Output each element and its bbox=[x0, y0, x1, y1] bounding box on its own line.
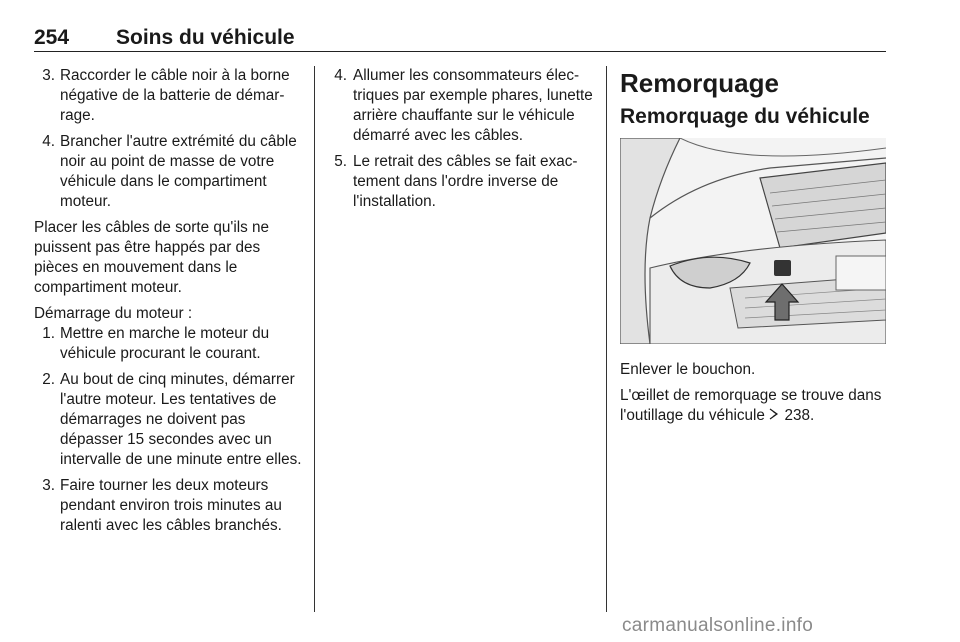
list-number: 3. bbox=[42, 477, 55, 494]
list-number: 3. bbox=[42, 67, 55, 84]
page-number: 254 bbox=[34, 26, 70, 49]
list-number: 4. bbox=[334, 67, 347, 84]
column-3 bbox=[620, 66, 890, 432]
header-rule bbox=[34, 51, 886, 52]
column-2 bbox=[332, 66, 594, 218]
list-text: Brancher l'autre extrémité du câble noir au point de masse de votre véhicule dans le compartiment moteur. bbox=[60, 133, 297, 210]
list-item bbox=[34, 370, 302, 470]
column-divider-2 bbox=[606, 66, 607, 612]
list-number: 5. bbox=[334, 153, 347, 170]
paragraph: Enlever le bouchon. bbox=[620, 361, 756, 378]
list-text: Faire tourner les deux moteurs pendant environ trois minutes au ralenti avec les câbles branchés. bbox=[60, 477, 282, 534]
section-heading: Remorquage du véhicule bbox=[620, 105, 870, 128]
column-1 bbox=[34, 66, 302, 542]
list-item bbox=[34, 66, 302, 126]
list-item bbox=[332, 66, 594, 146]
chapter-heading: Remorquage bbox=[620, 68, 779, 98]
list-text: Le retrait des câbles se fait exactement dans l'ordre inverse de l'installation. bbox=[353, 153, 578, 210]
column-divider-1 bbox=[314, 66, 315, 612]
list-text: Allumer les consommateurs électriques par exemple phares, lunette arrière chauffante sur le véhicule démarré avec les câbles. bbox=[353, 67, 593, 144]
list-item bbox=[34, 132, 302, 212]
towing-illustration bbox=[620, 138, 886, 344]
list-item bbox=[332, 152, 594, 212]
section-title: Soins du véhicule bbox=[116, 26, 295, 49]
list-text: Au bout de cinq minutes, démarrer l'autre moteur. Les tentatives de démarrages ne doivent pas dépasser 15 secondes avec un intervalle de une minute entre elles. bbox=[60, 371, 302, 468]
list-number: 4. bbox=[42, 133, 55, 150]
list-number: 2. bbox=[42, 371, 55, 388]
paragraph: Démarrage du moteur : bbox=[34, 305, 193, 322]
page-reference-arrow-icon bbox=[769, 406, 780, 426]
list-number: 1. bbox=[42, 325, 55, 342]
list-text: Mettre en marche le moteur du véhicule procurant le courant. bbox=[60, 325, 270, 362]
list-item bbox=[34, 324, 302, 364]
list-text: Raccorder le câble noir à la borne négative de la batterie de démarrage. bbox=[60, 67, 290, 124]
paragraph bbox=[620, 386, 890, 426]
list-item bbox=[34, 476, 302, 536]
car-front-bumper-image bbox=[620, 138, 886, 344]
paragraph: Placer les câbles de sorte qu'ils ne puissent pas être happés par des pièces en mouvement dans le compartiment moteur. bbox=[34, 219, 270, 296]
page-reference[interactable]: 238. bbox=[784, 407, 815, 424]
paragraph-text: L'œillet de remorquage se trouve dans l'outillage du véhicule bbox=[620, 387, 882, 424]
page-header bbox=[34, 26, 886, 50]
watermark: carmanualsonline.info bbox=[622, 615, 814, 636]
